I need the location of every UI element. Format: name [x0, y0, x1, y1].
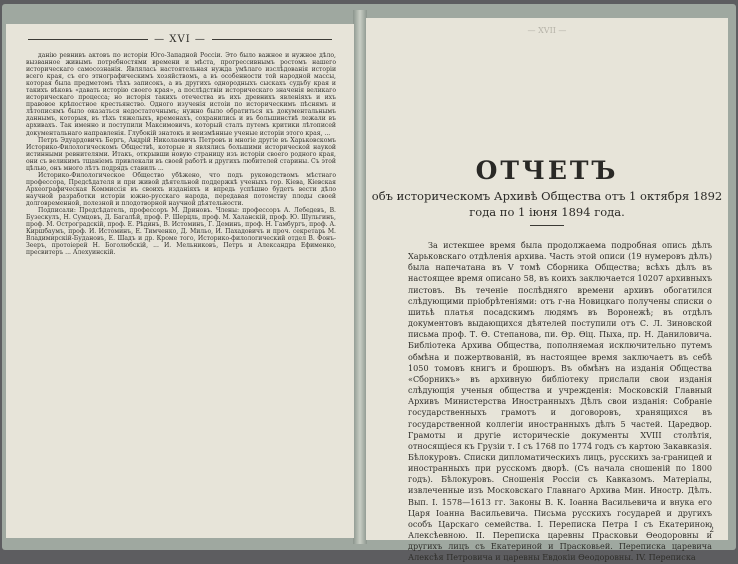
left-signatures: Подписали: Предсѣдатель, профессоръ М. Дриновъ. Члены: профессоръ А. Лебедевъ, В. Бузескулъ, Н. Сумцовъ, Д. Багалѣй, проф. Р. Шерцль, проф. М. Халанскій, проф. Ю. Шульгинъ, проф. М. Остроградскій, проф. Е. Рѣдинъ, В. Истоминъ, Г. Деминъ, проф. Н. Гамбургъ, проф. А. Киршбаумъ, проф. И. Истоминъ, Е. Тимченко, Д. Мильо, И. Пахадовичъ и проч. секретарь М. Владимирскій-Будановъ, Е. Шадъ и др. Кроме того, Историко-филологический отдел В. Фонъ-Зееръ, протоіерей Н. Боголюбскій, ... И. Мельниковъ, Петръ и Александра Ефименко, пресвитеръ ... Алехуинскій. [26, 207, 336, 257]
subtitle-line-2: года по 1 іюня 1894 года. [469, 205, 625, 219]
left-page [6, 24, 354, 538]
left-page-body [26, 52, 336, 256]
page-number: 2 [709, 526, 714, 534]
left-paragraph-2: Петръ Эдуардовичъ Бергъ, Андрій Николаевичъ Петровъ и многіе другіе въ Харьковскомъ Историко-Филологическомъ Обществѣ, которые и являлись большими исторической наукой истинными ревнителями. Итакъ, открывши новую страницу изъ исторіи своего родного края, они съ великимъ тщаніемъ привлекали въ своей работѣ и другихъ любителей старины. Съ этой цѣлью, онъ много лѣтъ подрядъ ставилъ ... [26, 136, 336, 172]
right-page [366, 18, 728, 563]
title-rule [530, 225, 564, 226]
report-title: ОТЧЕТЪ [475, 156, 619, 185]
right-page-header: — XVII — [527, 26, 567, 35]
left-paragraph-3: Историко-Филологическое Общество убѣжено, что подъ руководствомъ мѣстнаго профессора, Предсѣдателя и при живой дѣятельной поддержкѣ ученыхъ гор. Кіева, Кіевская Археографическая Коммиссія въ своихъ изданіяхъ и впредь успѣшно будетъ вести дѣло научной разработки исторіи южно-русскаго народа, передавая потомству плоды своей долговременной, полезной и плодотворной научной дѣятельности. [26, 171, 336, 207]
left-paragraph-1: данію ревнивъ актовъ по исторіи Юго-Западной Россіи. Это было важное и нужное дѣло, вызванное живымъ потребностями времени и мѣста, прогрессивнымъ ростомъ нашего историческаго самосознанія. Являлась настоятельная нужда умѣлаго изслѣдованія исторіи всего края, съ его этнографическимъ хозяйствомъ, а въ особенности той народной массы, которая была предметомъ тѣхъ записокъ, а въ другихъ однородныхъ сыскахъ судьбу края и такихъ вѣковъ «давать исторію своего края», а послѣдствіи историческаго значенія великаго историческаго процесса; но исторія такихъ отечества въ ихъ древнихъ явленіяхъ и ихъ правовое крѣпостное крестьянство. Одного изученія истоіи по историческимъ пѣснямъ и лѣтописямъ было оказаться недостаточнымъ; нужно было обратиться къ документальнымъ даннымъ, которыя, въ тѣхъ тяжелыхъ, временахъ, сохранились и въ большинствѣ лежали въ архивахъ. Так именно и поступили Максимовичъ, который сталъ путемъ критики лѣтописей документальнаго направленія. Глубокій знатокъ и неизмѣнные ученые исторіи этого края, ... [26, 52, 336, 137]
subtitle-line-1: объ историческомъ Архивѣ Общества отъ 1 октября 1892 [371, 189, 723, 203]
book-spine [353, 10, 367, 544]
report-subtitle [366, 188, 728, 220]
left-page-header: — XVI — [6, 34, 354, 45]
right-page-body: За истекшее время была продолжаема подробная опись дѣлъ Харьковскаго отдѣленія архива. Часть этой описи (19 нумеровъ дѣлъ) была напечатана въ V томѣ Сборника Общества; всѣхъ дѣлъ въ настоящее время описано 58, въ коихъ заключается 10207 архивныхъ листовъ. Въ теченіе послѣдняго времени архивъ обогатился слѣдующими пріобрѣтеніями: отъ г-на Новицкаго получены списки о шитьѣ платья посадскимъ людямъ въ Воронежѣ; въ отдѣлъ документовъ выдающихся дѣятелей поступили отъ С. Л. Зиновской письма проф. Т. Ѳ. Степанова, пи. Ѳр. Ѳіц. Пыха, пр. Н. Даниловича. Библіотека Архива Общества, пополняемая исключительно путемъ обмѣна и пожертвованій, въ настоящее время заключаетъ въ себѣ 1050 томовъ книгъ и брошюръ. Въ обмѣнъ на изданія Общества «Сборникъ» въ архивную библіотеку прислали свои изданія слѣдующія ученыя общества и учрежденія: Московскій Главный Архивъ Министерства Иностранныхъ Дѣлъ свои изданія: Собраніе государственныхъ грамотъ и договоровъ, хранящихся въ государственной коллегіи иностранныхъ дѣлъ 5 частей. Царедвор. Грамоты и другіе историческіе документы XVIII столѣтія, относящіеся къ Грузіи т. I съ 1768 по 1774 годъ съ картою Закавказія. Бѣлокуровъ. Списки дипломатическихъ лицъ, русскихъ за-границей и иностранныхъ при русскомъ дворѣ. (Съ начала сношеній по 1800 годъ). Бѣлокуровъ. Сношенія Россіи съ Кавказомъ. Матеріалы, извлеченные изъ Московскаго Главнаго Архива Мин. Иностр. Дѣлъ. Вып. I. 1578—1613 гг. Законы В. К. Іоанна Васильевича и внука его Царя Іоанна Васильевича. Письма русскихъ государей и другихъ особъ Царскаго семейства. I. Переписка Петра I съ Екатериною Алексѣевною. II. Переписка царевны Прасковьи Ѳеодоровны и другихъ лицъ съ Екатериной и Прасковьей. Переписка царевича Алексѣя Петровича и царевны Евдокіи Ѳеодоровны. IV. Переписка [408, 240, 712, 563]
